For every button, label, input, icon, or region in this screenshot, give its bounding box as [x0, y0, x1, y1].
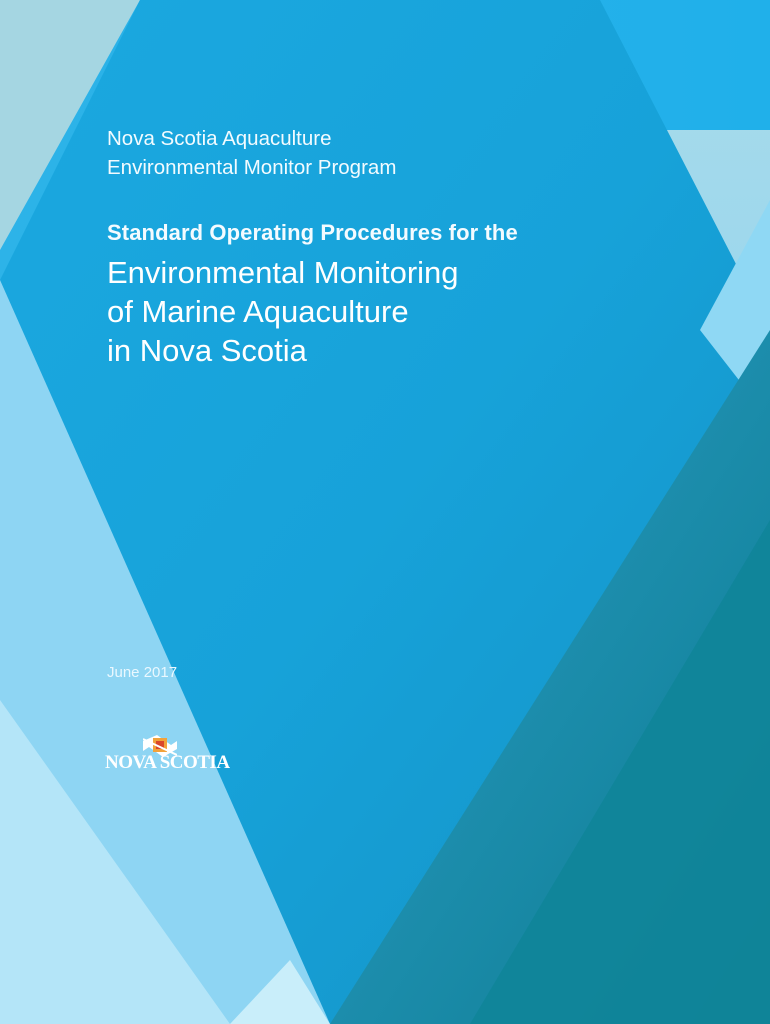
- document-subtitle: Standard Operating Procedures for the: [107, 220, 518, 245]
- title-line-1: Environmental Monitoring: [107, 255, 459, 290]
- logo-wordmark: NOVA SCOTIA: [105, 752, 230, 773]
- title-line-2: of Marine Aquaculture: [107, 294, 409, 329]
- publication-date: June 2017: [107, 664, 178, 681]
- program-line-1: Nova Scotia Aquaculture: [107, 127, 332, 150]
- program-line-2: Environmental Monitor Program: [107, 156, 397, 179]
- title-line-3: in Nova Scotia: [107, 333, 307, 368]
- document-title: [107, 253, 459, 370]
- program-name: [107, 124, 396, 182]
- nova-scotia-logo: [105, 735, 235, 771]
